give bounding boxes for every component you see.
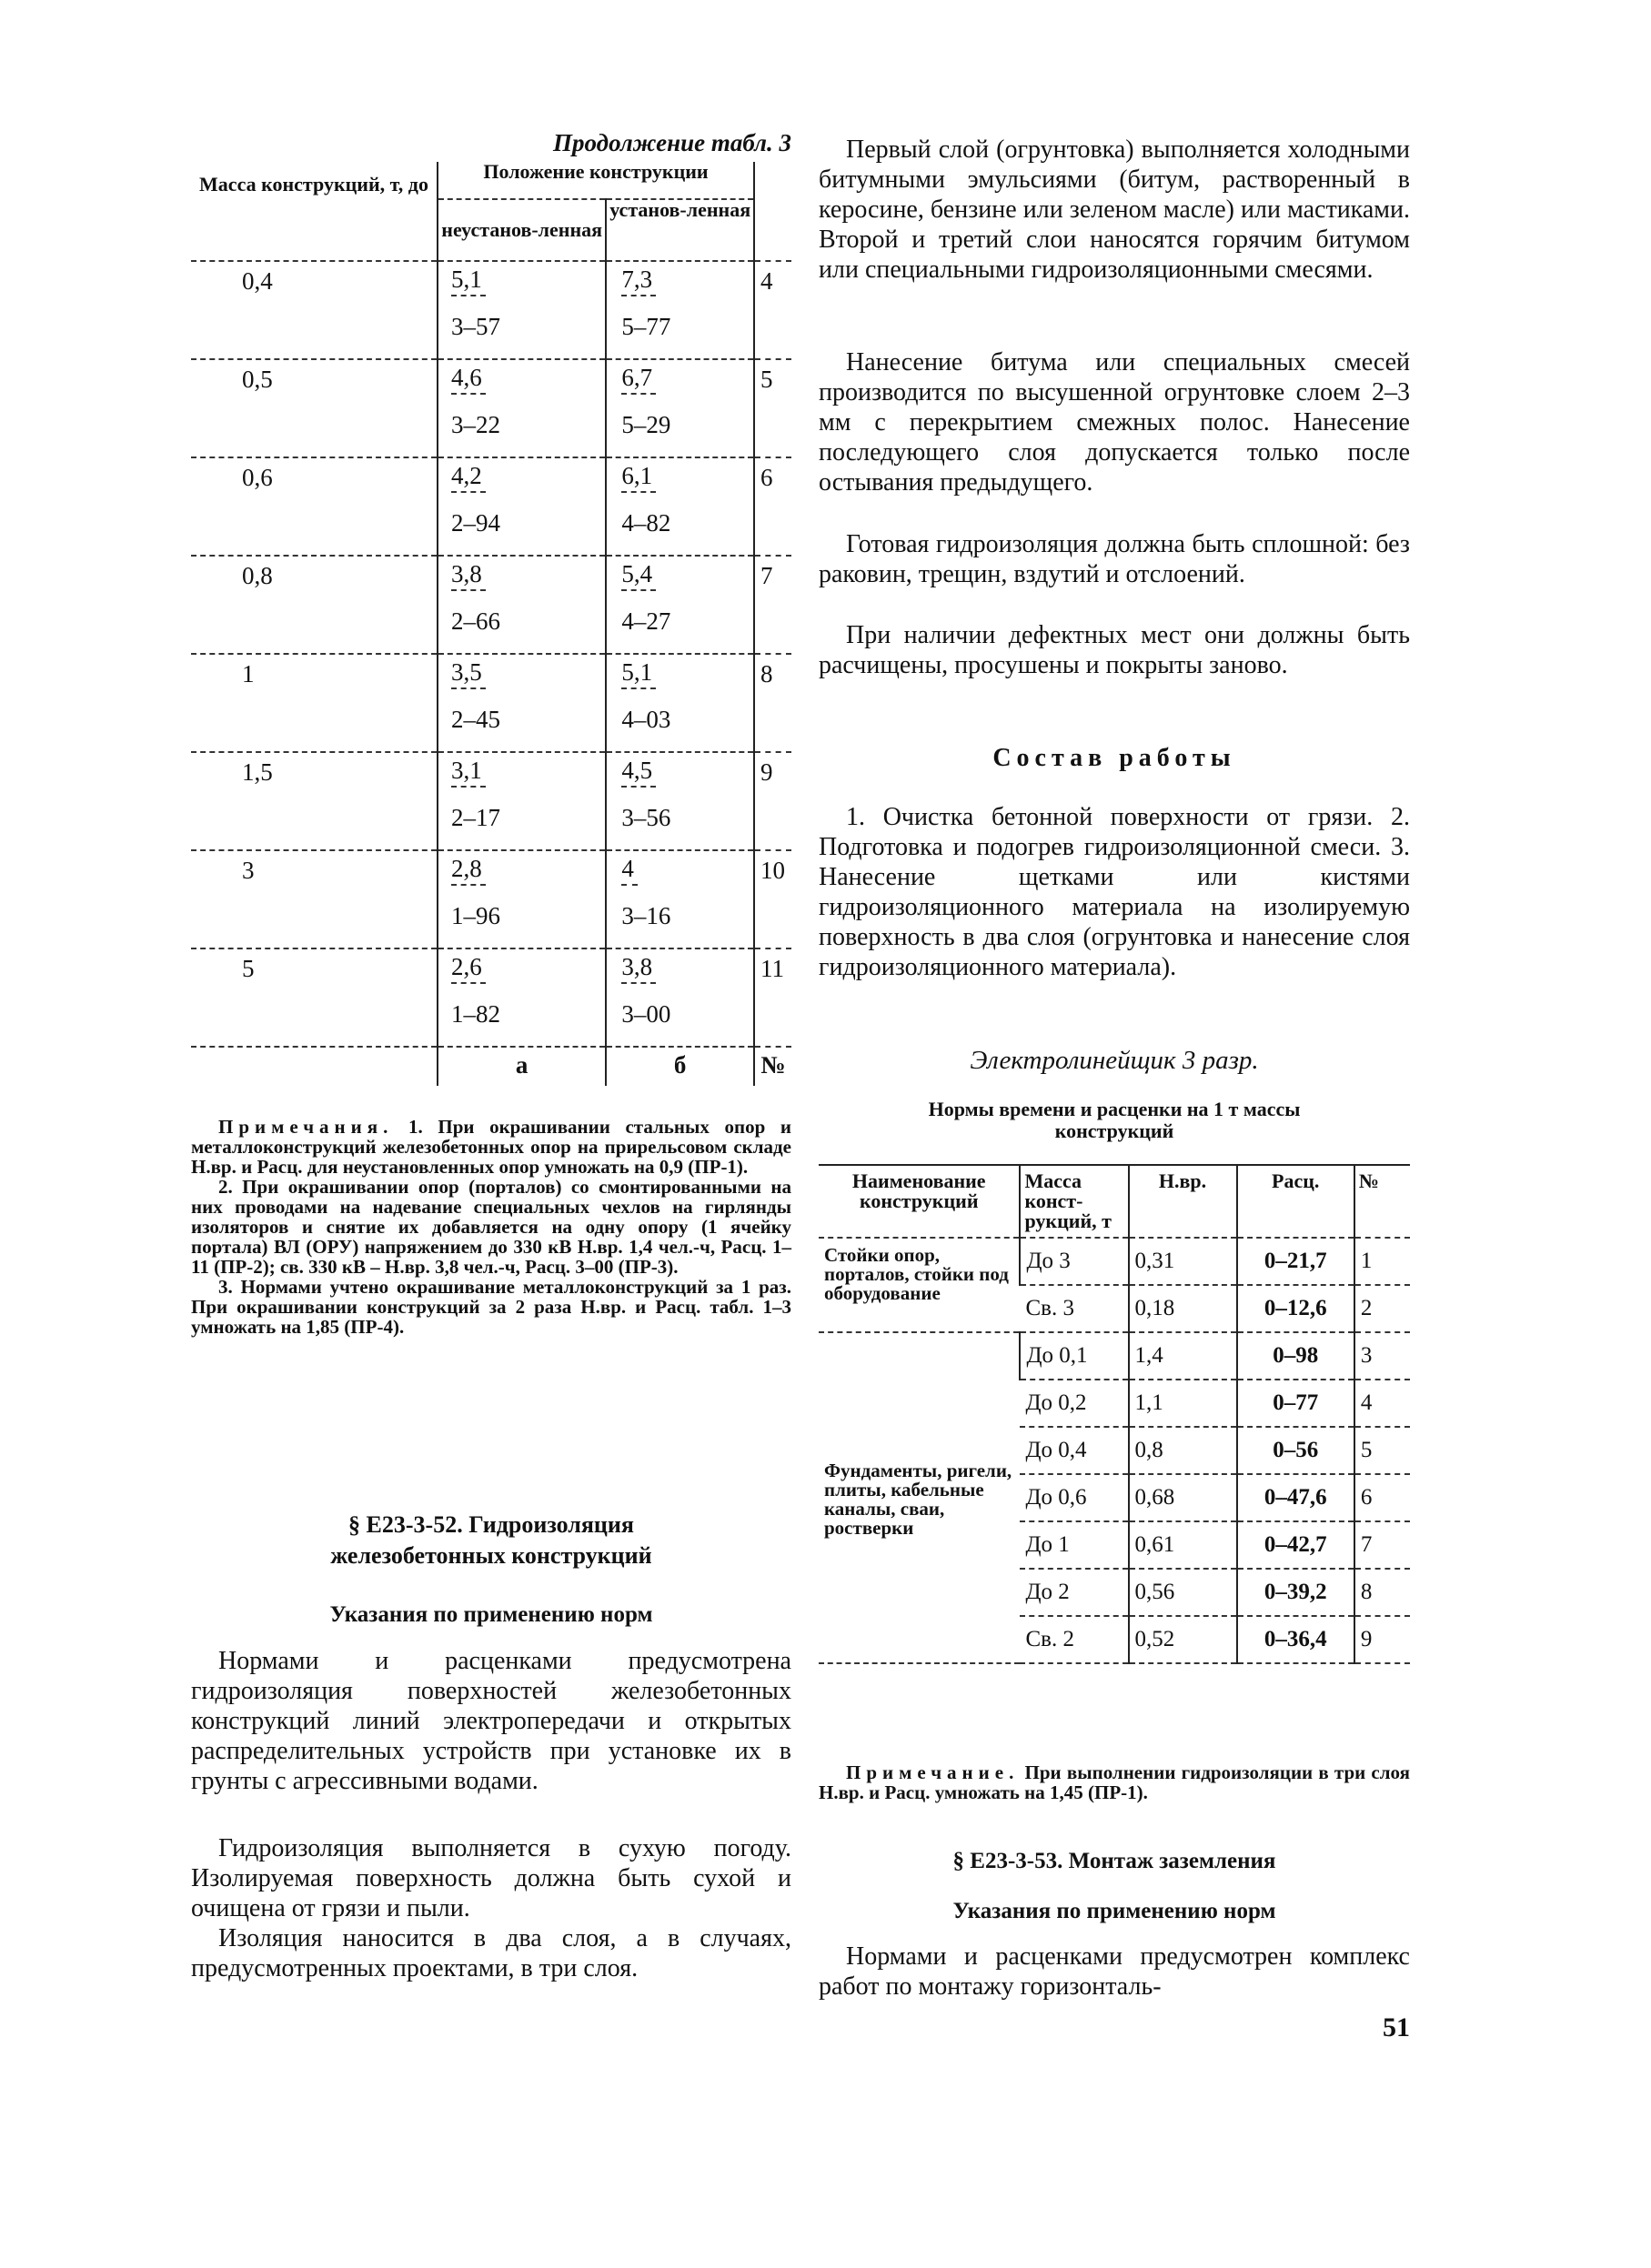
cell-a (438, 261, 606, 359)
mass-cell: До 1 (1020, 1521, 1128, 1569)
row-number: 7 (1354, 1521, 1410, 1569)
header-mass: Масса конструкций, т, до (191, 162, 438, 261)
cell-a (438, 850, 606, 948)
norm-time: 6,1 (621, 462, 656, 493)
note-3: 3. Нормами учтено окрашивание металлоконструкций за 1 раз. При окрашивании конструкций за 2 раза Н.вр. и Расц. табл. 1–3 умножать на 1,85 (ПР-4). (191, 1276, 791, 1338)
rate: 3–22 (451, 411, 500, 438)
mass-cell: До 0,4 (1020, 1427, 1128, 1474)
cell-a (438, 752, 606, 850)
row-number: 9 (1354, 1616, 1410, 1663)
rate-cell: 0–98 (1237, 1332, 1354, 1380)
mass-cell: 1,5 (191, 752, 438, 850)
cell-b (606, 948, 754, 1047)
row-number: 1 (1354, 1238, 1410, 1285)
section-title-line-2: железобетонных конструкций (330, 1542, 652, 1569)
table-3 (191, 162, 791, 1086)
nvr-cell: 0,8 (1129, 1427, 1237, 1474)
rate: 3–00 (621, 1000, 671, 1028)
row-number: 9 (754, 752, 791, 850)
norm-time: 3,5 (451, 658, 486, 689)
cell-b (606, 359, 754, 457)
row-number: 5 (754, 359, 791, 457)
footer-b: б (606, 1047, 754, 1086)
rate: 3–56 (621, 804, 671, 831)
right-paragraph-1: Первый слой (огрунтовка) выполняется холодными битумными эмульсиями (битум, растворенный в керосине, бензине или зеленом масле) или мастиками. Второй и третий слои наносятся горячим битумом или специальными гидроизоляционными смесями. (819, 135, 1410, 284)
row-number: 6 (754, 457, 791, 556)
construction-name: Фундаменты, ригели, плиты, кабельные каналы, сваи, ростверки (819, 1332, 1020, 1663)
norm-time: 3,1 (451, 757, 486, 788)
rate: 4–03 (621, 706, 671, 733)
mass-cell: 0,6 (191, 457, 438, 556)
cell-a (438, 948, 606, 1047)
cell-b (606, 457, 754, 556)
work-heading: Состав работы (992, 744, 1236, 772)
paragraph-1: Нормами и расценками предусмотрена гидроизоляция поверхностей железобетонных конструкций линий электропередачи и открытых распределительных устройств при установке их в грунты с агрессивными водами. (191, 1647, 791, 1795)
right-paragraph-4: При наличии дефектных мест они должны быть расчищены, просушены и покрыты заново. (819, 621, 1410, 679)
norm-time: 4,2 (451, 462, 486, 493)
norm-time: 4,6 (451, 364, 486, 395)
rate-cell: 0–21,7 (1237, 1238, 1354, 1285)
norms-title: Нормы времени и расценки на 1 т массы конструкций (928, 1098, 1301, 1142)
note-label: Примечание. (846, 1761, 1020, 1783)
table-row (191, 457, 791, 556)
rate: 5–29 (621, 411, 671, 438)
subheading-instructions-2: Указания по применению норм (952, 1899, 1276, 1923)
header-a: неустанов-ленная (438, 199, 606, 261)
mass-cell: 0,5 (191, 359, 438, 457)
table-row (191, 359, 791, 457)
row-number: 3 (1354, 1332, 1410, 1380)
norm-time: 4 (621, 855, 638, 886)
row-number: 8 (754, 654, 791, 752)
row-number: 2 (1354, 1285, 1410, 1332)
paragraph-3: Изоляция наносится в два слоя, а в случаях, предусмотренных проектами, в три слоя. (191, 1924, 791, 1982)
cell-b (606, 556, 754, 654)
rate: 3–57 (451, 313, 500, 340)
header-nvr: Н.вр. (1129, 1165, 1237, 1238)
footer-a: а (438, 1047, 606, 1086)
cell-b (606, 752, 754, 850)
rate: 4–27 (621, 607, 671, 635)
rate: 4–82 (621, 509, 671, 537)
page-number: 51 (1383, 2012, 1410, 2042)
rate: 2–66 (451, 607, 500, 635)
mass-cell: Св. 3 (1020, 1285, 1128, 1332)
right-paragraph-3: Готовая гидроизоляция должна быть сплошной: без раковин, трещин, вздутий и отслоений. (819, 530, 1410, 588)
table-row (191, 556, 791, 654)
note-1: 1. При окрашивании стальных опор и металлоконструкций железобетонных опор на прирельсовом складе Н.вр. и Расц. для неустановленных опор умножать на 0,9 (ПР-1). (191, 1116, 792, 1178)
header-mass: Масса конст-рукций, т (1020, 1165, 1128, 1238)
row-number: 11 (754, 948, 791, 1047)
table-row (191, 850, 791, 948)
rate-cell: 0–42,7 (1237, 1521, 1354, 1569)
mass-cell: 1 (191, 654, 438, 752)
rate-cell: 0–12,6 (1237, 1285, 1354, 1332)
mass-cell: 0,8 (191, 556, 438, 654)
rate: 2–94 (451, 509, 500, 537)
nvr-cell: 1,1 (1129, 1380, 1237, 1427)
nvr-cell: 1,4 (1129, 1332, 1237, 1380)
table-norms (819, 1164, 1410, 1664)
cell-b (606, 654, 754, 752)
mass-cell: До 0,6 (1020, 1474, 1128, 1521)
norm-time: 7,3 (621, 266, 656, 296)
section-title-line-1: § Е23-3-52. Гидроизоляция (348, 1511, 634, 1538)
header-position: Положение конструкции (438, 162, 754, 199)
cell-a (438, 654, 606, 752)
table-row (819, 1238, 1410, 1285)
rate: 1–82 (451, 1000, 500, 1028)
rate-cell: 0–47,6 (1237, 1474, 1354, 1521)
row-number: 7 (754, 556, 791, 654)
header-name: Наименование конструкций (819, 1165, 1020, 1238)
table-row (191, 654, 791, 752)
nvr-cell: 0,61 (1129, 1521, 1237, 1569)
mass-cell: До 0,2 (1020, 1380, 1128, 1427)
norm-time: 5,4 (621, 560, 656, 591)
note-text: При выполнении гидроизоляции в три слоя Н.вр. и Расц. умножать на 1,45 (ПР-1). (819, 1761, 1410, 1803)
nvr-cell: 0,56 (1129, 1569, 1237, 1616)
cell-b (606, 850, 754, 948)
footer-num: № (760, 1051, 786, 1079)
rate: 1–96 (451, 902, 500, 929)
rate-cell: 0–36,4 (1237, 1616, 1354, 1663)
header-num: № (1354, 1165, 1410, 1238)
header-rate: Расц. (1237, 1165, 1354, 1238)
header-num (754, 162, 791, 261)
subheading-instructions: Указания по применению норм (329, 1602, 653, 1627)
rate: 2–45 (451, 706, 500, 733)
section-title-53: § Е23-3-53. Монтаж заземления (952, 1849, 1276, 1873)
row-number: 4 (754, 261, 791, 359)
table-row (819, 1332, 1410, 1380)
norm-time: 3,8 (451, 560, 486, 591)
mass-cell: Св. 2 (1020, 1616, 1128, 1663)
rate-cell: 0–39,2 (1237, 1569, 1354, 1616)
norm-time: 5,1 (621, 658, 656, 689)
work-composition: 1. Очистка бетонной поверхности от грязи. 2. Подготовка и подогрев гидроизоляционной смеси. 3. Нанесение щетками или кистями гидроизоляционного материала на изолируемую поверхность в два слоя (огрунтовка и нанесение слоя гидроизоляционного материала). (819, 803, 1410, 981)
norm-time: 2,8 (451, 855, 486, 886)
cell-b (606, 261, 754, 359)
header-b: установ-ленная (606, 199, 754, 261)
right-note (819, 1762, 1410, 1802)
nvr-cell: 0,52 (1129, 1616, 1237, 1663)
nvr-cell: 0,31 (1129, 1238, 1237, 1285)
right-paragraph-5: Нормами и расценками предусмотрен комплекс работ по монтажу горизонталь- (819, 1942, 1410, 2001)
mass-cell: До 0,1 (1020, 1332, 1128, 1380)
norm-time: 5,1 (451, 266, 486, 296)
mass-cell: 0,4 (191, 261, 438, 359)
rate: 5–77 (621, 313, 671, 340)
norm-time: 3,8 (621, 953, 656, 984)
right-paragraph-2: Нанесение битума или специальных смесей производится по высушенной огрунтовке слоем 2–3 мм с перекрытием смежных полос. Нанесение последующего слоя допускается только после остывания предыдущего. (819, 348, 1410, 497)
paragraph-2: Гидроизоляция выполняется в сухую погоду. Изолируемая поверхность должна быть сухой и очищена от грязи и пыли. (191, 1834, 791, 1922)
rate-cell: 0–56 (1237, 1427, 1354, 1474)
mass-cell: До 2 (1020, 1569, 1128, 1616)
notes-label: Примечания. (218, 1116, 394, 1138)
table-footer-row (191, 1047, 791, 1086)
table-row (191, 261, 791, 359)
construction-name: Стойки опор, порталов, стойки под оборудование (819, 1238, 1020, 1332)
row-number: 6 (1354, 1474, 1410, 1521)
note-2: 2. При окрашивании опор (порталов) со смонтированными на них проводами на надевание специальных чехлов на гирлянды изоляторов и снятие их добавляется на одну опору (1 ячейку портала) ВЛ (ОРУ) напряжением до 330 кВ Н.вр. 1,4 чел.-ч, Расц. 1–11 (ПР-2); св. 330 кВ – Н.вр. 3,8 чел.-ч, Расц. 3–00 (ПР-3). (191, 1176, 791, 1278)
nvr-cell: 0,18 (1129, 1285, 1237, 1332)
table-row (191, 752, 791, 850)
table-continuation: Продолжение табл. 3 (553, 129, 791, 156)
row-number: 10 (754, 850, 791, 948)
row-number: 4 (1354, 1380, 1410, 1427)
mass-cell: 3 (191, 850, 438, 948)
nvr-cell: 0,68 (1129, 1474, 1237, 1521)
rate: 3–16 (621, 902, 671, 929)
worker-grade: Электролинейщик 3 разр. (970, 1046, 1259, 1075)
rate-cell: 0–77 (1237, 1380, 1354, 1427)
norm-time: 4,5 (621, 757, 656, 788)
norm-time: 2,6 (451, 953, 486, 984)
cell-a (438, 457, 606, 556)
notes-block (191, 1117, 791, 1337)
row-number: 5 (1354, 1427, 1410, 1474)
row-number: 8 (1354, 1569, 1410, 1616)
rate: 2–17 (451, 804, 500, 831)
cell-a (438, 359, 606, 457)
table-row (191, 948, 791, 1047)
norm-time: 6,7 (621, 364, 656, 395)
cell-a (438, 556, 606, 654)
mass-cell: 5 (191, 948, 438, 1047)
mass-cell: До 3 (1020, 1238, 1128, 1285)
